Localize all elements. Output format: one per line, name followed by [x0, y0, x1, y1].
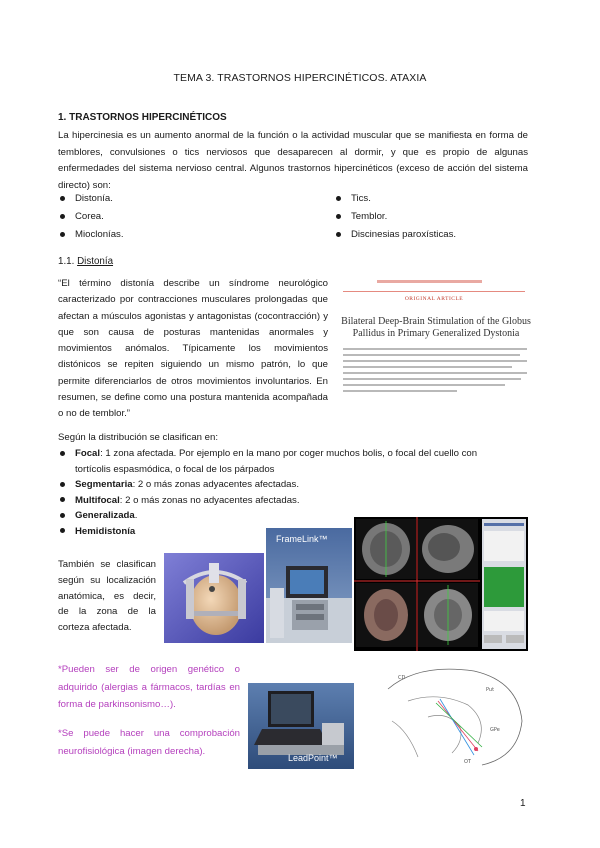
- section-heading: 1. TRASTORNOS HIPERCINÉTICOS: [58, 112, 227, 123]
- list-item: Focal: 1 zona afectada. Por ejemplo en la mano por coger muchos bolis, o focal del cuello con: [58, 446, 528, 462]
- page-title: TEMA 3. TRASTORNOS HIPERCINÉTICOS. ATAXIA: [173, 72, 427, 84]
- bullet-icon: [60, 528, 65, 533]
- list-item: Distonía.: [58, 190, 124, 208]
- framelink-workstation-image: [266, 528, 352, 643]
- article-title: Bilateral Deep-Brain Stimulation of the Globus Pallidus in Primary Generalized Dystonia: [341, 316, 531, 339]
- bullet-icon: [60, 513, 65, 518]
- stereotactic-frame-image: [164, 553, 264, 643]
- origin-note: *Pueden ser de origen genético o adquirido (alergias a fármacos, tardías en forma de parkinsonismo…).: [58, 664, 240, 710]
- framelink-label: FrameLink™: [276, 534, 328, 544]
- list-item: Mioclonías.: [58, 226, 124, 244]
- anatomic-classification-text: También se clasifican según su localización anatómica, es decir, de la zona de la corteza afectada.: [58, 559, 156, 634]
- leadpoint-device-image: [248, 683, 354, 769]
- bullet-icon: [60, 232, 65, 237]
- bullet-icon: [60, 196, 65, 201]
- list-item: Tics.: [334, 190, 456, 208]
- list-item: Corea.: [58, 208, 124, 226]
- list-item: Segmentaria: 2 o más zonas adyacentes afectadas.: [58, 477, 528, 493]
- bullet-icon: [60, 214, 65, 219]
- svg-text:OT: OT: [464, 759, 471, 765]
- neurophysiology-sketch-image: [378, 661, 528, 771]
- mri-planning-image: [354, 517, 528, 651]
- leadpoint-label: LeadPoint™: [288, 753, 338, 763]
- bullet-icon: [336, 232, 341, 237]
- page-number: 1: [520, 798, 526, 809]
- list-item: Discinesias paroxísticas.: [334, 226, 456, 244]
- list-item: Multifocal: 2 o más zonas no adyacentes afectadas.: [58, 493, 528, 509]
- list-item: Temblor.: [334, 208, 456, 226]
- article-snippet-image: [335, 272, 533, 402]
- bullet-icon: [336, 196, 341, 201]
- svg-text:GPe: GPe: [490, 727, 500, 733]
- intro-paragraph: La hipercinesia es un aumento anormal de la función o la actividad muscular que se manifiesta en forma de temblores, convulsiones o tics nerviosos que desaparecen al dormir, y que es propio de algunas enfermedades del sistema nervioso central. Algunos trastornos hipercinéticos (exceso de acción del sistema directo) son:: [58, 130, 528, 191]
- neurophysiology-note: *Se puede hacer una comprobación neurofisiológica (imagen derecha).: [58, 728, 240, 757]
- list-right-column: [334, 190, 456, 244]
- bullet-icon: [60, 482, 65, 487]
- list-item: Hemidistonía: [58, 524, 528, 540]
- bullet-icon: [60, 497, 65, 502]
- list-item: Generalizada.: [58, 508, 528, 524]
- classification-intro: Según la distribución se clasifican en:: [58, 432, 218, 443]
- subsection-heading: 1.1. Distonía: [58, 256, 114, 267]
- list-left-column: [58, 190, 124, 244]
- svg-text:Put: Put: [486, 687, 495, 693]
- bullet-icon: [60, 451, 65, 456]
- svg-text:CD: CD: [398, 675, 406, 681]
- list-item-continuation: tortícolis espasmódica, o focal de los párpados: [75, 463, 275, 475]
- dystonia-quote: “El término distonía describe un síndrome neurológico caracterizado por contracciones musculares prolongadas que afectan a músculos agonistas y antagonistas (cocontracción) y que son causa de posturas mantenidas anormales y movimientos anómalos. Típicamente los movimientos distónicos se repiten siguiendo un mismo patrón, lo que permite diferenciarlos de otros movimientos involuntarios. En resumen, se define como una postura mantenida acompañada o no de temblor.”: [58, 278, 328, 420]
- article-label: ORIGINAL ARTICLE: [404, 296, 464, 302]
- article-authors-block: [343, 348, 527, 396]
- bullet-icon: [336, 214, 341, 219]
